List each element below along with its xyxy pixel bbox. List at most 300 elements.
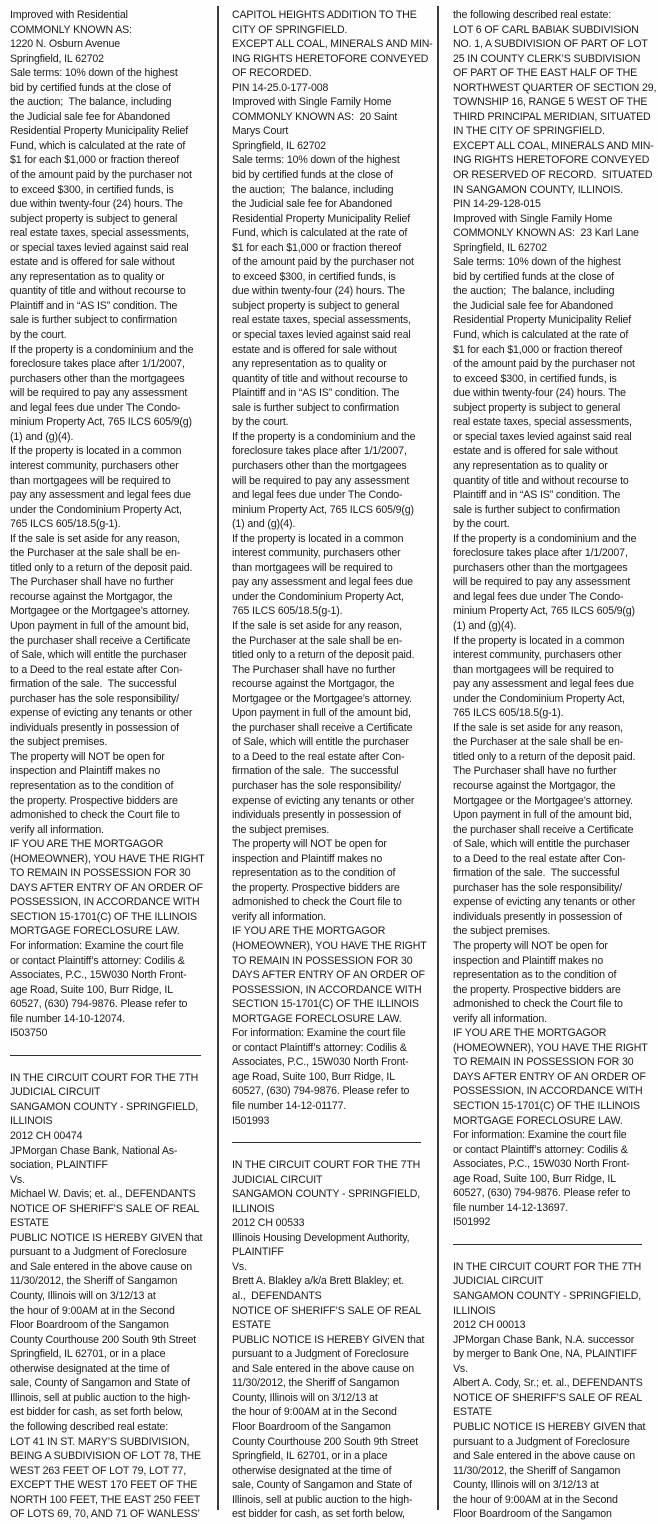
notice-line: (HOMEOWNER), YOU HAVE THE RIGHT — [453, 1041, 648, 1054]
notice-line: est bidder for cash, as set forth below, — [10, 1406, 183, 1419]
notice-line: MORTGAGE FORECLOSURE LAW. — [10, 925, 180, 938]
notice-line: THIRD PRINCIPAL MERIDIAN, SITUATED — [453, 110, 651, 123]
notice-line: If the property is a condominium and the — [232, 430, 416, 443]
notice-line: TO REMAIN IN POSSESSION FOR 30 — [232, 954, 413, 967]
notice-line: LOT 41 IN ST. MARY’S SUBDIVISION, — [10, 1435, 190, 1448]
notice-line: Upon payment in full of the amount bid, — [232, 707, 411, 720]
notice-line: the Purchaser at the sale shall be en- — [10, 547, 181, 560]
notice-line: the hour of 9:00AM at in the Second — [453, 1493, 618, 1506]
notice-line: SECTION 15-1701(C) OF THE ILLINOIS — [10, 910, 197, 923]
notice-line: estate and is offered for sale without — [232, 343, 397, 356]
notice-line: IN SANGAMON COUNTY, ILLINOIS. — [453, 183, 623, 196]
notice-line: otherwise designated at the time of — [10, 1362, 170, 1375]
notice-line: 60527, (630) 794-9876. Please refer to — [453, 1187, 631, 1200]
notice-line: County, Illinois will on 3/12/13 at — [453, 1479, 599, 1492]
notice-line: under the Condominium Property Act, — [453, 692, 625, 705]
notice-line: IF YOU ARE THE MORTGAGOR — [232, 925, 386, 938]
section-divider-rule — [10, 1055, 201, 1056]
notice-line: Springfield, IL 62701, or in a place — [232, 1450, 388, 1463]
notice-line: firmation of the sale. The successful — [10, 678, 177, 691]
notice-line: The property will NOT be open for — [232, 838, 387, 851]
notice-line: Associates, P.C., 15W030 North Front- — [453, 1158, 630, 1171]
notice-line: inspection and Plaintiff makes no — [10, 765, 161, 778]
notice-line: Mortgagee or the Mortgagee’s attorney. — [10, 605, 190, 618]
notice-line: IN THE CIRCUIT COURT FOR THE 7TH — [10, 1071, 199, 1084]
notice-line: age Road, Suite 100, Burr Ridge, IL — [453, 1172, 616, 1185]
notice-line: pursuant to a Judgment of Foreclosure — [232, 1348, 409, 1361]
notice-line: the subject premises. — [232, 823, 330, 836]
notice-line: of Sale, which will entitle the purchaser — [10, 649, 187, 662]
notice-line: Residential Property Municipality Relief — [453, 314, 632, 327]
notice-line: under the Condominium Property Act, — [232, 590, 404, 603]
notice-line: DAYS AFTER ENTRY OF AN ORDER OF — [10, 881, 203, 894]
notice-line: and Sale entered in the above cause on — [232, 1362, 414, 1375]
notice-line: purchaser has the sole responsibility/ — [232, 779, 401, 792]
notice-line: NORTHWEST QUARTER OF SECTION 29, — [453, 81, 657, 94]
notice-line: MORTGAGE FORECLOSURE LAW. — [453, 1114, 623, 1127]
notice-line: IN THE CIRCUIT COURT FOR THE 7TH — [232, 1159, 421, 1172]
notice-line: IN THE CITY OF SPRINGFIELD. — [453, 125, 605, 138]
notice-line: Brett A. Blakley a/k/a Brett Blakley; et. — [232, 1275, 405, 1288]
notice-line: JUDICIAL CIRCUIT — [232, 1173, 323, 1186]
notice-line: (1) and (g)(4). — [453, 619, 517, 632]
notice-line: sale, County of Sangamon and State of — [232, 1479, 412, 1492]
notice-line: due within twenty-four (24) hours. The — [453, 387, 626, 400]
notice-line: purchasers other than the mortgagees — [453, 561, 628, 574]
notice-line: file number 14-10-12074. — [10, 1012, 126, 1025]
notice-line: Sale terms: 10% down of the highest — [232, 154, 400, 167]
notice-line: pay any assessment and legal fees due — [453, 678, 634, 691]
notice-line: (1) and (g)(4). — [232, 518, 296, 531]
notice-line: NOTICE OF SHERIFF’S SALE OF REAL — [453, 1391, 643, 1404]
column-divider — [437, 6, 439, 1510]
notice-line: verify all information. — [232, 910, 326, 923]
notice-line: If the property is a condominium and the — [10, 343, 194, 356]
legal-notice-section — [453, 1260, 654, 1522]
legal-notice-section — [453, 8, 657, 1230]
notice-line: SANGAMON COUNTY - SPRINGFIELD, — [232, 1188, 421, 1201]
notice-line: JUDICIAL CIRCUIT — [453, 1275, 544, 1288]
notice-line: Marys Court — [232, 125, 289, 138]
notice-line: 11/30/2012, the Sheriff of Sangamon — [10, 1275, 178, 1288]
notice-line: by merger to Bank One, NA, PLAINTIFF — [453, 1348, 637, 1361]
notice-line: pursuant to a Judgment of Foreclosure — [453, 1435, 630, 1448]
notice-line: Illinois Housing Development Authority, — [232, 1231, 410, 1244]
notice-line: County Courthouse 200 South 9th Street — [232, 1435, 419, 1448]
notice-line: any representation as to quality or — [232, 358, 387, 371]
notice-line: OF LOTS 69, 70, AND 71 OF WANLESS’ — [10, 1508, 200, 1521]
notice-line: inspection and Plaintiff makes no — [453, 954, 604, 967]
notice-line: Upon payment in full of the amount bid, — [10, 619, 189, 632]
notice-line: If the property is located in a common — [453, 634, 625, 647]
notice-line: than mortgagees will be required to — [453, 663, 614, 676]
notice-line: DAYS AFTER ENTRY OF AN ORDER OF — [232, 969, 425, 982]
notice-line: subject property is subject to general — [232, 299, 400, 312]
notice-line: the hour of 9:00AM at in the Second — [10, 1304, 175, 1317]
notice-line: The property will NOT be open for — [10, 750, 165, 763]
notice-line: The Purchaser shall have no further — [10, 576, 174, 589]
notice-line: 765 ILCS 605/18.5(g-1). — [10, 518, 121, 531]
notice-line: quantity of title and without recourse to — [453, 474, 629, 487]
notice-line: sale is further subject to confirmation — [232, 401, 400, 414]
notice-line: due within twenty-four (24) hours. The — [10, 198, 183, 211]
notice-line: SECTION 15-1701(C) OF THE ILLINOIS — [232, 998, 419, 1011]
notice-line: Floor Boardroom of the Sangamon — [232, 1420, 391, 1433]
notice-line: by the court. — [232, 416, 289, 429]
notice-line: Fund, which is calculated at the rate of — [232, 227, 408, 240]
notice-line: Springfield, IL 62702 — [232, 139, 326, 152]
notice-line: ING RIGHTS HERETOFORE CONVEYED — [453, 154, 650, 167]
notice-line: 1220 N. Osburn Avenue — [10, 38, 120, 51]
notice-line: than mortgagees will be required to — [10, 474, 171, 487]
notice-line: DAYS AFTER ENTRY OF AN ORDER OF — [453, 1070, 646, 1083]
notice-line: 765 ILCS 605/18.5(g-1). — [232, 605, 343, 618]
notice-line: Vs. — [232, 1260, 247, 1273]
notice-line: the auction; The balance, including — [453, 285, 615, 298]
notice-line: ILLINOIS — [453, 1304, 496, 1317]
notice-line: or special taxes levied against said real — [10, 241, 189, 254]
notice-line: Residential Property Municipality Relief — [10, 125, 189, 138]
notice-line: 2012 CH 00533 — [232, 1217, 305, 1230]
notice-line: ING RIGHTS HERETOFORE CONVEYED — [232, 52, 429, 65]
notice-line: SANGAMON COUNTY - SPRINGFIELD, — [453, 1290, 642, 1303]
notice-line: titled only to a return of the deposit paid. — [10, 561, 193, 574]
notice-line: admonished to check the Court file to — [453, 998, 623, 1011]
legal-notice-section — [10, 1071, 213, 1522]
notice-line: and legal fees due under The Condo- — [232, 489, 403, 502]
notice-line: For information: Examine the court file — [453, 1129, 627, 1142]
notice-line: titled only to a return of the deposit paid. — [232, 649, 415, 662]
notice-line: BEING A SUBDIVISION OF LOT 78, THE — [10, 1450, 201, 1463]
notice-line: age Road, Suite 100, Burr Ridge, IL — [232, 1070, 395, 1083]
notice-line: NORTH 100 FEET, THE EAST 250 FEET — [10, 1493, 201, 1506]
notice-line: than mortgagees will be required to — [232, 561, 393, 574]
notice-line: (HOMEOWNER), YOU HAVE THE RIGHT — [232, 940, 427, 952]
notice-line: of Sale, which will entitle the purchaser — [232, 736, 409, 749]
notice-line: County Courthouse 200 South 9th Street — [10, 1333, 197, 1346]
notice-line: If the sale is set aside for any reason, — [10, 532, 180, 545]
notice-line: COMMONLY KNOWN AS: — [10, 23, 132, 36]
notice-line: Illinois, sell at public auction to the high- — [10, 1391, 191, 1404]
notice-line: sociation, PLAINTIFF — [10, 1159, 108, 1172]
notice-line: Floor Boardroom of the Sangamon — [10, 1319, 169, 1332]
notice-line: verify all information. — [10, 823, 104, 836]
section-divider-rule — [232, 1142, 421, 1143]
notice-line: JPMorgan Chase Bank, National As- — [10, 1144, 178, 1157]
notice-line: the following described real estate: — [453, 9, 612, 21]
notice-line: foreclosure takes place after 1/1/2007, — [453, 547, 628, 560]
notice-line: If the property is a condominium and the — [453, 532, 637, 545]
notice-line: subject property is subject to general — [10, 212, 178, 225]
notice-line: subject property is subject to general — [453, 401, 621, 414]
notice-line: representation as to the condition of — [232, 867, 396, 880]
notice-line: the purchaser shall receive a Certificate — [453, 823, 634, 836]
notice-line: bid by certified funds at the close of — [10, 81, 171, 94]
notice-line: sale is further subject to confirmation — [453, 503, 621, 516]
notice-line: JUDICIAL CIRCUIT — [10, 1086, 101, 1099]
notice-line: WEST 263 FEET OF LOT 79, LOT 77, — [10, 1464, 187, 1477]
notice-line: or contact Plaintiff’s attorney: Codilis & — [10, 954, 185, 967]
notice-line: EXCEPT THE WEST 170 FEET OF THE — [10, 1479, 198, 1492]
notice-line: ILLINOIS — [10, 1115, 53, 1128]
notice-line: Residential Property Municipality Relief — [232, 212, 411, 225]
notice-line: and Sale entered in the above cause on — [453, 1450, 635, 1463]
notice-line: to a Deed to the real estate after Con- — [453, 852, 626, 865]
notice-line: the hour of 9:00AM at in the Second — [232, 1406, 397, 1419]
notice-line: If the sale is set aside for any reason, — [232, 619, 402, 632]
notice-line: the subject premises. — [453, 925, 551, 938]
notice-line: quantity of title and without recourse to — [10, 285, 186, 298]
notice-line: pay any assessment and legal fees due — [10, 489, 191, 502]
notice-line: Fund, which is calculated at the rate of — [10, 139, 186, 152]
notice-line: minium Property Act, 765 ILCS 605/9(g) — [453, 605, 635, 618]
notice-line: or special taxes levied against said real — [453, 430, 632, 443]
notice-line: file number 14-12-01177. — [232, 1100, 347, 1113]
notice-line: otherwise designated at the time of — [232, 1464, 392, 1477]
notice-line: verify all information. — [453, 1012, 547, 1025]
notice-line: County, Illinois will on 3/12/13 at — [232, 1391, 378, 1404]
notice-line: IN THE CIRCUIT COURT FOR THE 7TH — [453, 1260, 642, 1273]
notice-line: real estate taxes, special assessments, — [10, 227, 189, 240]
notice-line: 60527, (630) 794-9876. Please refer to — [10, 998, 188, 1011]
notice-line: will be required to pay any assessment — [232, 474, 410, 487]
notice-line: will be required to pay any assessment — [10, 387, 188, 400]
notice-line: If the property is located in a common — [10, 445, 182, 458]
notice-line: est bidder for cash, as set forth below, — [232, 1508, 405, 1521]
notice-line: Plaintiff and in “AS IS” condition. The — [232, 387, 400, 400]
notice-line: pay any assessment and legal fees due — [232, 576, 413, 589]
notice-line: sale, County of Sangamon and State of — [10, 1377, 190, 1390]
notice-line: $1 for each $1,000 or fraction thereof — [232, 241, 402, 254]
notice-line: the following described real estate: — [10, 1420, 169, 1433]
notice-line: POSSESSION, IN ACCORDANCE WITH — [10, 896, 200, 909]
notice-line: IF YOU ARE THE MORTGAGOR — [453, 1027, 607, 1040]
notice-line: bid by certified funds at the close of — [232, 169, 393, 182]
notice-line: Associates, P.C., 15W030 North Front- — [10, 969, 187, 982]
notice-line: any representation as to quality or — [453, 459, 608, 472]
notice-line: Improved with Single Family Home — [232, 96, 392, 109]
notice-line: estate and is offered for sale without — [453, 445, 618, 458]
notice-line: 11/30/2012, the Sheriff of Sangamon — [453, 1464, 621, 1477]
notice-line: purchasers other than the mortgagees — [10, 372, 185, 385]
notice-line: Springfield, IL 62701, or in a place — [10, 1348, 166, 1361]
notice-line: under the Condominium Property Act, — [10, 503, 182, 516]
notice-line: real estate taxes, special assessments, — [232, 314, 411, 327]
notice-line: Floor Boardroom of the Sangamon — [453, 1508, 612, 1521]
notice-line: PLAINTIFF — [232, 1246, 284, 1259]
notice-line: the auction; The balance, including — [232, 183, 394, 196]
notice-line: interest community, purchasers other — [232, 547, 401, 560]
notice-line: or contact Plaintiff’s attorney: Codilis & — [453, 1143, 628, 1156]
notice-line: EXCEPT ALL COAL, MINERALS AND MIN- — [453, 139, 654, 152]
notice-line: Improved with Single Family Home — [453, 212, 613, 225]
notice-line: NO. 1, A SUBDIVISION OF PART OF LOT — [453, 38, 648, 51]
notice-line: OR RESERVED OF RECORD. SITUATED — [453, 169, 653, 182]
notice-line: Plaintiff and in “AS IS” condition. The — [10, 299, 178, 312]
notice-line: will be required to pay any assessment — [453, 576, 631, 589]
notice-line: due within twenty-four (24) hours. The — [232, 285, 405, 298]
notice-line: Mortgagee or the Mortgagee’s attorney. — [453, 794, 633, 807]
notice-line: 11/30/2012, the Sheriff of Sangamon — [232, 1377, 400, 1390]
notice-line: to exceed $300, in certified funds, is — [10, 183, 174, 196]
notice-line: $1 for each $1,000 or fraction thereof — [10, 154, 180, 167]
notice-line: file number 14-12-13697. — [453, 1201, 569, 1214]
notice-line: individuals presently in possession of — [10, 721, 179, 734]
notice-line: pursuant to a Judgment of Foreclosure — [10, 1246, 187, 1259]
notice-line: Improved with Residential — [10, 9, 128, 21]
notice-line: or contact Plaintiff’s attorney: Codilis & — [232, 1041, 407, 1054]
notice-line: I501992 — [453, 1216, 491, 1229]
notice-line: ESTATE — [10, 1217, 49, 1230]
notice-line: POSSESSION, IN ACCORDANCE WITH — [232, 983, 422, 996]
notice-line: MORTGAGE FORECLOSURE LAW. — [232, 1012, 402, 1025]
notice-line: real estate taxes, special assessments, — [453, 416, 632, 429]
notice-line: Fund, which is calculated at the rate of — [453, 329, 629, 342]
notice-line: 765 ILCS 605/18.5(g-1). — [453, 707, 564, 720]
notice-line: PIN 14-25.0-177-008 — [232, 81, 329, 94]
notice-line: expense of evicting any tenants or other — [232, 794, 415, 807]
notice-column-1 — [10, 8, 213, 1522]
notice-line: PIN 14-29-128-015 — [453, 198, 541, 211]
notice-line: the Judicial sale fee for Abandoned — [453, 299, 614, 312]
notice-line: 2012 CH 00013 — [453, 1319, 526, 1332]
notice-line: If the property is located in a common — [232, 532, 404, 545]
notice-line: the Judicial sale fee for Abandoned — [232, 198, 393, 211]
notice-line: estate and is offered for sale without — [10, 256, 175, 269]
notice-line: and Sale entered in the above cause on — [10, 1260, 192, 1273]
notice-line: Albert A. Cody, Sr.; et. al., DEFENDANTS — [453, 1377, 643, 1390]
notice-line: the Purchaser at the sale shall be en- — [232, 634, 403, 647]
notice-line: LOT 6 OF CARL BABIAK SUBDIVISION — [453, 23, 639, 36]
notice-line: Associates, P.C., 15W030 North Front- — [232, 1056, 409, 1069]
notice-line: Springfield, IL 62702 — [453, 241, 547, 254]
section-divider-rule — [453, 1244, 642, 1245]
notice-line: the Purchaser at the sale shall be en- — [453, 736, 624, 749]
notice-line: I501993 — [232, 1114, 270, 1127]
notice-line: Upon payment in full of the amount bid, — [453, 809, 632, 822]
notice-line: the purchaser shall receive a Certificate — [10, 634, 191, 647]
notice-line: the subject premises. — [10, 736, 108, 749]
notice-line: Illinois, sell at public auction to the high- — [232, 1493, 413, 1506]
notice-line: to a Deed to the real estate after Con- — [232, 750, 405, 763]
notice-line: 2012 CH 00474 — [10, 1130, 83, 1143]
notice-line: CITY OF SPRINGFIELD. — [232, 23, 348, 36]
notice-column-2 — [232, 8, 433, 1522]
notice-line: COMMONLY KNOWN AS: 20 Saint — [232, 110, 398, 123]
notice-line: to a Deed to the real estate after Con- — [10, 663, 183, 676]
column-divider — [217, 6, 219, 1510]
notice-line: ILLINOIS — [232, 1202, 275, 1215]
notice-line: 60527, (630) 794-9876. Please refer to — [232, 1085, 410, 1098]
notice-line: The Purchaser shall have no further — [232, 663, 396, 676]
notice-line: of the amount paid by the purchaser not — [10, 169, 192, 182]
notice-line: interest community, purchasers other — [453, 649, 622, 662]
notice-line: OF RECORDED. — [232, 67, 312, 80]
notice-column-3 — [453, 8, 657, 1522]
notice-line: the property. Prospective bidders are — [232, 881, 400, 894]
notice-line: SECTION 15-1701(C) OF THE ILLINOIS — [453, 1100, 640, 1113]
notice-line: Sale terms: 10% down of the highest — [453, 256, 621, 269]
notice-line: recourse against the Mortgagor, the — [10, 590, 173, 603]
notice-line: representation as to the condition of — [453, 969, 617, 982]
notice-line: by the court. — [10, 329, 67, 342]
notice-line: titled only to a return of the deposit paid. — [453, 750, 636, 763]
notice-line: Michael W. Davis; et. al., DEFENDANTS — [10, 1188, 196, 1201]
notice-line: ESTATE — [232, 1319, 271, 1332]
notice-line: Plaintiff and in “AS IS” condition. The — [453, 489, 621, 502]
notice-line: interest community, purchasers other — [10, 459, 179, 472]
notice-line: Vs. — [453, 1362, 468, 1375]
notice-line: expense of evicting any tenants or other — [453, 896, 636, 909]
notice-line: For information: Examine the court file — [10, 940, 184, 952]
notice-line: TO REMAIN IN POSSESSION FOR 30 — [453, 1056, 634, 1069]
notice-line: County, Illinois will on 3/12/13 at — [10, 1290, 156, 1303]
notice-line: sale is further subject to confirmation — [10, 314, 178, 327]
notice-line: OF PART OF THE EAST HALF OF THE — [453, 67, 638, 80]
notice-line: of Sale, which will entitle the purchaser — [453, 838, 630, 851]
notice-line: age Road, Suite 100, Burr Ridge, IL — [10, 983, 173, 996]
notice-line: al., DEFENDANTS — [232, 1290, 322, 1303]
notice-line: recourse against the Mortgagor, the — [232, 678, 395, 691]
notice-line: PUBLIC NOTICE IS HEREBY GIVEN that — [232, 1333, 425, 1346]
notice-line: admonished to check the Court file to — [10, 809, 180, 822]
notice-line: SANGAMON COUNTY - SPRINGFIELD, — [10, 1100, 199, 1113]
notice-line: to exceed $300, in certified funds, is — [232, 270, 396, 283]
notice-line: inspection and Plaintiff makes no — [232, 852, 383, 865]
notice-line: foreclosure takes place after 1/1/2007, — [232, 445, 407, 458]
notice-line: the auction; The balance, including — [10, 96, 172, 109]
notice-line: bid by certified funds at the close of — [453, 270, 614, 283]
notice-line: CAPITOL HEIGHTS ADDITION TO THE — [232, 9, 417, 21]
notice-line: recourse against the Mortgagor, the — [453, 779, 616, 792]
notice-line: the Judicial sale fee for Abandoned — [10, 110, 171, 123]
notice-line: (HOMEOWNER), YOU HAVE THE RIGHT — [10, 852, 205, 865]
notice-line: minium Property Act, 765 ILCS 605/9(g) — [10, 416, 192, 429]
notice-line: of the amount paid by the purchaser not — [453, 358, 635, 371]
notice-line: minium Property Act, 765 ILCS 605/9(g) — [232, 503, 414, 516]
notice-line: $1 for each $1,000 or fraction thereof — [453, 343, 623, 356]
notice-line: expense of evicting any tenants or other — [10, 707, 193, 720]
notice-line: to exceed $300, in certified funds, is — [453, 372, 617, 385]
notice-line: PUBLIC NOTICE IS HEREBY GIVEN that — [453, 1420, 646, 1433]
notice-line: purchasers other than the mortgagees — [232, 459, 407, 472]
notice-line: 25 IN COUNTY CLERK’S SUBDIVISION — [453, 52, 641, 65]
notice-line: POSSESSION, IN ACCORDANCE WITH — [453, 1085, 643, 1098]
notice-line: (1) and (g)(4). — [10, 430, 74, 443]
notice-line: of the amount paid by the purchaser not — [232, 256, 414, 269]
notice-line: firmation of the sale. The successful — [453, 867, 620, 880]
notice-line: Vs. — [10, 1173, 25, 1186]
notice-line: COMMONLY KNOWN AS: 23 Karl Lane — [453, 227, 639, 240]
notice-line: individuals presently in possession of — [232, 809, 401, 822]
notice-line: JPMorgan Chase Bank, N.A. successor — [453, 1333, 635, 1346]
notice-line: TOWNSHIP 16, RANGE 5 WEST OF THE — [453, 96, 648, 109]
notice-line: I503750 — [10, 1027, 48, 1040]
notice-line: individuals presently in possession of — [453, 910, 622, 923]
notice-line: IF YOU ARE THE MORTGAGOR — [10, 838, 164, 851]
notice-line: NOTICE OF SHERIFF’S SALE OF REAL — [232, 1304, 422, 1317]
notice-line: Sale terms: 10% down of the highest — [10, 67, 178, 80]
legal-notice-section — [232, 1158, 433, 1522]
notice-line: representation as to the condition of — [10, 779, 174, 792]
notice-line: purchaser has the sole responsibility/ — [10, 692, 179, 705]
notice-line: by the court. — [453, 518, 510, 531]
notice-line: The property will NOT be open for — [453, 940, 608, 952]
notice-line: NOTICE OF SHERIFF’S SALE OF REAL — [10, 1202, 200, 1215]
notice-line: Mortgagee or the Mortgagee’s attorney. — [232, 692, 412, 705]
notice-line: For information: Examine the court file — [232, 1027, 406, 1040]
notice-line: admonished to check the Court file to — [232, 896, 402, 909]
